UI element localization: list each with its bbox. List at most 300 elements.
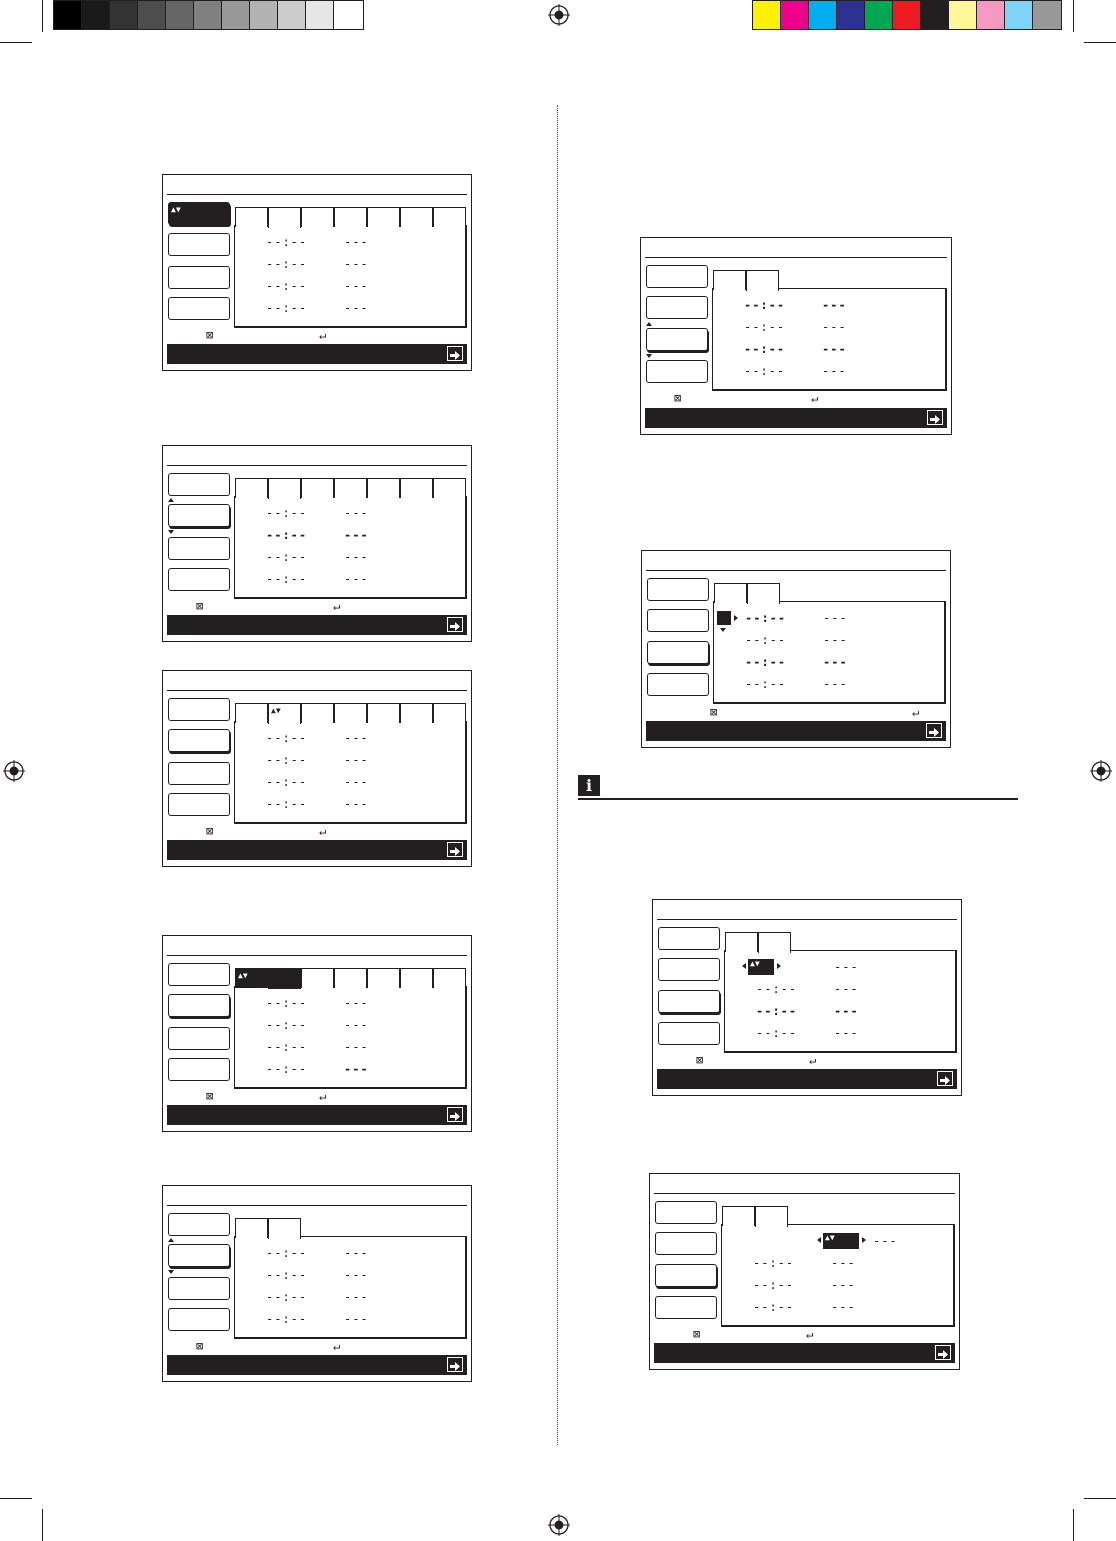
schedule-row[interactable]	[266, 1062, 369, 1076]
time-value: --:--	[266, 301, 308, 315]
mode-value: ---	[344, 753, 369, 767]
crop-mark	[0, 42, 32, 43]
bottom-bar	[167, 1355, 467, 1375]
value-selector[interactable]	[823, 1233, 859, 1249]
enter-icon[interactable]: ↵	[333, 599, 341, 613]
day-tab[interactable]	[746, 270, 779, 291]
side-button[interactable]	[168, 729, 230, 752]
schedule-panel	[712, 288, 947, 391]
schedule-row[interactable]	[266, 257, 369, 271]
scroll-up-icon	[168, 1238, 174, 1242]
color-swatch	[949, 1, 977, 29]
gray-swatch	[306, 1, 334, 29]
day-tab[interactable]	[367, 968, 400, 988]
schedule-row[interactable]	[266, 506, 369, 520]
side-button[interactable]	[647, 578, 709, 601]
screen-header-line	[645, 257, 947, 258]
schedule-row[interactable]	[266, 572, 369, 586]
scroll-down-icon	[720, 628, 726, 632]
side-button[interactable]	[646, 296, 708, 319]
schedule-row[interactable]	[745, 677, 848, 691]
cancel-icon[interactable]: ⊠	[674, 391, 682, 405]
crop-mark	[1084, 1498, 1116, 1499]
color-swatch	[837, 1, 865, 29]
side-button[interactable]	[655, 1264, 717, 1287]
exit-icon[interactable]	[447, 842, 463, 857]
day-tab[interactable]	[268, 207, 301, 228]
updown-icon: ▲▼	[171, 205, 181, 214]
time-value: --:--	[744, 298, 786, 312]
day-tab[interactable]	[301, 703, 334, 723]
gray-swatch	[54, 1, 82, 29]
day-tab[interactable]	[713, 270, 746, 290]
mode-value: ---	[823, 677, 848, 691]
schedule-row[interactable]	[753, 1256, 856, 1270]
side-button[interactable]	[168, 297, 230, 320]
enter-icon[interactable]: ↵	[912, 705, 920, 719]
day-tab[interactable]	[433, 703, 466, 723]
side-button[interactable]	[168, 793, 230, 816]
enter-icon[interactable]: ↵	[319, 1089, 327, 1103]
mode-value: ---	[822, 342, 847, 356]
exit-icon[interactable]	[447, 346, 463, 361]
time-value: --:--	[756, 1004, 798, 1018]
day-tab[interactable]	[268, 968, 301, 989]
time-value: --:--	[745, 611, 787, 625]
controller-screen	[641, 550, 951, 748]
schedule-row[interactable]	[756, 1026, 859, 1040]
mode-value: ---	[344, 301, 369, 315]
day-tab[interactable]	[758, 932, 791, 953]
column-divider	[557, 105, 558, 1445]
day-tab[interactable]	[400, 478, 433, 498]
schedule-row[interactable]	[745, 655, 848, 669]
schedule-row[interactable]	[756, 982, 859, 996]
side-button[interactable]	[168, 473, 230, 496]
schedule-panel	[234, 225, 467, 328]
side-button[interactable]	[168, 963, 230, 986]
cancel-icon[interactable]: ⊠	[206, 328, 214, 342]
exit-icon[interactable]	[447, 1357, 463, 1372]
time-value: --:--	[266, 279, 308, 293]
day-tab[interactable]	[400, 703, 433, 723]
registration-mark-icon	[3, 760, 25, 782]
time-value: --:--	[756, 1026, 798, 1040]
schedule-row[interactable]	[266, 797, 369, 811]
crop-mark	[0, 1498, 32, 1499]
time-value: --:--	[266, 506, 308, 520]
side-button[interactable]	[655, 1201, 717, 1224]
scroll-up-icon	[646, 322, 652, 326]
side-button[interactable]	[168, 762, 230, 785]
screen-header-line	[167, 194, 467, 195]
exit-icon[interactable]	[935, 1345, 951, 1360]
color-swatch	[893, 1, 921, 29]
time-value: --:--	[266, 235, 308, 249]
schedule-row[interactable]	[266, 753, 369, 767]
color-swatch	[1033, 1, 1061, 29]
side-button[interactable]	[655, 1296, 717, 1319]
mode-value: ---	[834, 1004, 859, 1018]
time-value: --:--	[745, 633, 787, 647]
cursor-arrow-icon	[734, 615, 738, 621]
schedule-row[interactable]	[266, 528, 369, 542]
side-button[interactable]	[647, 673, 709, 696]
side-button[interactable]	[658, 1022, 720, 1045]
bottom-bar	[654, 1343, 955, 1363]
time-value: --:--	[266, 775, 308, 789]
day-tab[interactable]	[367, 703, 400, 723]
time-value: --:--	[753, 1278, 795, 1292]
schedule-panel	[724, 950, 957, 1053]
day-tab[interactable]	[334, 478, 367, 498]
cancel-icon[interactable]: ⊠	[206, 1089, 214, 1103]
mode-value: ---	[344, 996, 369, 1010]
controller-screen	[162, 935, 472, 1132]
screen-header-line	[167, 1205, 467, 1206]
mode-value: ---	[822, 364, 847, 378]
side-button[interactable]	[168, 1027, 230, 1050]
day-tab[interactable]	[747, 583, 780, 604]
day-tab[interactable]	[334, 207, 367, 227]
time-value: --:--	[266, 753, 308, 767]
side-button[interactable]	[168, 504, 230, 527]
side-button[interactable]	[168, 1244, 230, 1267]
schedule-row[interactable]	[744, 320, 847, 334]
schedule-row[interactable]	[266, 1312, 369, 1326]
side-button[interactable]	[646, 328, 708, 351]
bottom-bar	[167, 840, 467, 860]
cancel-icon[interactable]: ⊠	[693, 1327, 701, 1341]
side-button[interactable]	[168, 698, 230, 721]
mode-value: ---	[831, 1300, 856, 1314]
time-value: --:--	[756, 982, 798, 996]
schedule-panel	[234, 706, 467, 824]
time-value: --:--	[266, 1290, 308, 1304]
mode-value: ---	[344, 279, 369, 293]
color-swatch	[753, 1, 781, 29]
day-tab[interactable]	[235, 703, 268, 723]
mode-value: ---	[873, 1234, 898, 1248]
schedule-row[interactable]	[266, 301, 369, 315]
exit-icon[interactable]	[447, 1107, 463, 1122]
gray-swatch	[250, 1, 278, 29]
crop-mark	[1084, 42, 1116, 43]
day-tab[interactable]	[400, 207, 433, 227]
mode-value: ---	[344, 1040, 369, 1054]
day-tab[interactable]	[235, 968, 268, 988]
day-tab[interactable]	[334, 968, 367, 988]
day-tab[interactable]	[367, 207, 400, 227]
day-tab[interactable]	[433, 968, 466, 988]
controller-screen	[162, 1185, 472, 1382]
side-button[interactable]	[658, 927, 720, 950]
side-button[interactable]	[168, 266, 230, 289]
bottom-bar	[646, 721, 946, 741]
screen-header-line	[646, 570, 946, 571]
day-tab[interactable]	[301, 207, 334, 227]
mode-value: ---	[344, 1246, 369, 1260]
time-value: --:--	[266, 550, 308, 564]
time-value: --:--	[266, 731, 308, 745]
screen-header-line	[167, 465, 467, 466]
mode-value: ---	[823, 655, 848, 669]
exit-icon[interactable]	[447, 617, 463, 632]
time-value: --:--	[753, 1256, 795, 1270]
cancel-icon[interactable]: ⊠	[196, 599, 204, 613]
gray-swatch	[110, 1, 138, 29]
time-value: --:--	[266, 257, 308, 271]
mode-value: ---	[834, 1026, 859, 1040]
time-value: --:--	[266, 1246, 308, 1260]
gray-swatch	[334, 1, 363, 29]
enter-icon[interactable]: ↵	[319, 328, 327, 342]
mode-value: ---	[344, 1018, 369, 1032]
side-button[interactable]	[646, 265, 708, 288]
schedule-row[interactable]	[753, 1300, 856, 1314]
cursor-left-icon	[817, 1237, 821, 1243]
schedule-row[interactable]	[266, 279, 369, 293]
schedule-row[interactable]	[745, 633, 848, 647]
day-tab[interactable]	[268, 1218, 301, 1239]
time-value: --:--	[266, 1268, 308, 1282]
updown-icon: ▲▼	[750, 959, 760, 968]
schedule-row[interactable]	[266, 1018, 369, 1032]
updown-icon: ▲▼	[825, 1233, 835, 1242]
scroll-down-icon	[646, 354, 652, 358]
day-tab[interactable]	[755, 1206, 788, 1227]
side-button[interactable]	[647, 641, 709, 664]
mode-value: ---	[834, 960, 859, 974]
controller-screen	[162, 174, 472, 371]
registration-mark-icon	[548, 1514, 570, 1536]
day-tab[interactable]	[301, 478, 334, 498]
registration-mark-icon	[548, 4, 570, 26]
mode-value: ---	[823, 611, 848, 625]
mode-value: ---	[344, 1268, 369, 1282]
schedule-row[interactable]	[744, 364, 847, 378]
day-tab[interactable]	[235, 478, 268, 498]
gray-swatch	[82, 1, 110, 29]
side-button[interactable]	[168, 1213, 230, 1236]
mode-value: ---	[344, 550, 369, 564]
day-tab[interactable]	[722, 1206, 755, 1226]
mode-value: ---	[344, 1062, 369, 1076]
enter-icon[interactable]: ↵	[811, 391, 819, 405]
side-button[interactable]	[658, 990, 720, 1013]
mode-value: ---	[344, 528, 369, 542]
bottom-bar	[645, 408, 947, 428]
mode-value: ---	[344, 572, 369, 586]
time-value: --:--	[266, 528, 308, 542]
cursor-right-icon	[777, 963, 781, 969]
screen-header-line	[167, 955, 467, 956]
updown-icon: ▲▼	[238, 971, 248, 980]
process-color-bar	[752, 0, 1062, 30]
exit-icon[interactable]	[926, 723, 942, 738]
time-value: --:--	[744, 364, 786, 378]
controller-screen	[162, 670, 472, 867]
updown-icon: ▲▼	[271, 706, 281, 715]
side-button[interactable]	[168, 1058, 230, 1081]
schedule-row[interactable]	[744, 298, 847, 312]
time-value: --:--	[745, 655, 787, 669]
day-tab[interactable]	[334, 703, 367, 723]
schedule-row[interactable]	[266, 1268, 369, 1282]
schedule-panel	[721, 1224, 955, 1327]
mode-value: ---	[834, 982, 859, 996]
gray-swatch	[278, 1, 306, 29]
gray-swatch	[194, 1, 222, 29]
color-swatch	[809, 1, 837, 29]
mode-value: ---	[344, 1290, 369, 1304]
day-tab[interactable]	[367, 478, 400, 498]
mode-value: ---	[831, 1256, 856, 1270]
mode-value: ---	[344, 235, 369, 249]
mode-value: ---	[831, 1278, 856, 1292]
registration-mark-icon	[1090, 760, 1112, 782]
screen-header-line	[657, 919, 957, 920]
exit-icon[interactable]	[937, 1071, 953, 1086]
screen-header-line	[167, 690, 467, 691]
schedule-panel	[234, 496, 467, 599]
schedule-row[interactable]	[745, 611, 848, 625]
side-button[interactable]	[168, 568, 230, 591]
schedule-row[interactable]	[266, 1040, 369, 1054]
mode-value: ---	[823, 633, 848, 647]
side-button[interactable]	[168, 233, 230, 256]
bottom-bar	[657, 1069, 957, 1089]
crop-mark	[1073, 0, 1074, 32]
schedule-row[interactable]	[266, 1290, 369, 1304]
schedule-panel	[713, 601, 946, 704]
info-icon: i	[578, 775, 600, 796]
schedule-row[interactable]	[266, 731, 369, 745]
controller-screen	[162, 445, 472, 642]
time-value: --:--	[266, 996, 308, 1010]
gray-swatch	[222, 1, 250, 29]
schedule-row[interactable]	[753, 1278, 856, 1292]
schedule-row[interactable]	[266, 1246, 369, 1260]
day-tab[interactable]	[235, 1218, 268, 1238]
schedule-row[interactable]	[266, 550, 369, 564]
schedule-panel	[234, 1236, 467, 1339]
crop-mark	[42, 1509, 43, 1541]
schedule-panel	[234, 971, 467, 1089]
schedule-row[interactable]	[266, 996, 369, 1010]
scroll-down-icon	[168, 530, 174, 534]
bottom-bar	[167, 615, 467, 635]
day-tab[interactable]	[433, 207, 466, 227]
side-button[interactable]	[647, 609, 709, 632]
mode-value: ---	[822, 320, 847, 334]
time-value: --:--	[745, 677, 787, 691]
side-button[interactable]	[655, 1232, 717, 1255]
controller-screen	[652, 899, 962, 1096]
color-swatch	[865, 1, 893, 29]
mode-value: ---	[344, 775, 369, 789]
gray-swatch	[166, 1, 194, 29]
day-tab[interactable]	[433, 478, 466, 498]
controller-screen	[640, 237, 952, 435]
cursor-left-icon	[742, 963, 746, 969]
time-value: --:--	[266, 1312, 308, 1326]
schedule-row[interactable]	[744, 342, 847, 356]
controller-screen	[649, 1173, 960, 1370]
side-button[interactable]	[168, 1308, 230, 1331]
screen-header-line	[654, 1193, 955, 1194]
enter-icon[interactable]: ↵	[806, 1327, 814, 1341]
day-tab[interactable]	[301, 968, 334, 988]
selection-cursor[interactable]	[717, 611, 731, 625]
enter-icon[interactable]: ↵	[809, 1053, 817, 1067]
day-tab[interactable]	[714, 583, 747, 603]
side-button[interactable]	[658, 958, 720, 981]
schedule-row[interactable]	[266, 775, 369, 789]
scroll-up-icon	[168, 498, 174, 502]
schedule-row[interactable]	[873, 1234, 898, 1248]
side-button[interactable]	[646, 360, 708, 383]
gray-swatch	[138, 1, 166, 29]
mode-value: ---	[822, 298, 847, 312]
mode-value: ---	[344, 1312, 369, 1326]
time-value: --:--	[266, 797, 308, 811]
enter-icon[interactable]: ↵	[333, 1339, 341, 1353]
value-selector[interactable]	[748, 959, 774, 975]
enter-icon[interactable]: ↵	[319, 824, 327, 838]
crop-mark	[1073, 1509, 1074, 1541]
time-value: --:--	[266, 572, 308, 586]
color-swatch	[781, 1, 809, 29]
day-tab[interactable]	[400, 968, 433, 988]
cancel-icon[interactable]: ⊠	[696, 1053, 704, 1067]
time-value: --:--	[266, 1062, 308, 1076]
bottom-bar	[167, 1105, 467, 1125]
side-button[interactable]	[168, 994, 230, 1017]
color-swatch	[921, 1, 949, 29]
mode-value: ---	[344, 731, 369, 745]
time-value: --:--	[266, 1018, 308, 1032]
cursor-right-icon	[862, 1237, 866, 1243]
time-value: --:--	[744, 320, 786, 334]
grayscale-bar	[53, 0, 364, 30]
scroll-down-icon	[168, 1270, 174, 1274]
color-swatch	[1005, 1, 1033, 29]
color-swatch	[977, 1, 1005, 29]
mode-value: ---	[344, 797, 369, 811]
day-tab[interactable]	[235, 207, 268, 227]
bottom-bar	[167, 344, 467, 364]
mode-value: ---	[344, 257, 369, 271]
day-tab[interactable]	[725, 932, 758, 952]
cancel-icon[interactable]: ⊠	[196, 1339, 204, 1353]
schedule-row[interactable]	[266, 235, 369, 249]
time-value: --:--	[744, 342, 786, 356]
side-button[interactable]	[168, 202, 230, 225]
note-rule	[578, 798, 1018, 800]
schedule-row[interactable]	[756, 1004, 859, 1018]
cancel-icon[interactable]: ⊠	[710, 705, 718, 719]
side-button[interactable]	[168, 1277, 230, 1300]
time-value: --:--	[266, 1040, 308, 1054]
mode-value: ---	[344, 506, 369, 520]
cancel-icon[interactable]: ⊠	[206, 824, 214, 838]
day-tab[interactable]	[268, 478, 301, 499]
side-button[interactable]	[168, 537, 230, 560]
exit-icon[interactable]	[927, 410, 943, 425]
time-value: --:--	[753, 1300, 795, 1314]
day-tab[interactable]	[268, 703, 301, 724]
